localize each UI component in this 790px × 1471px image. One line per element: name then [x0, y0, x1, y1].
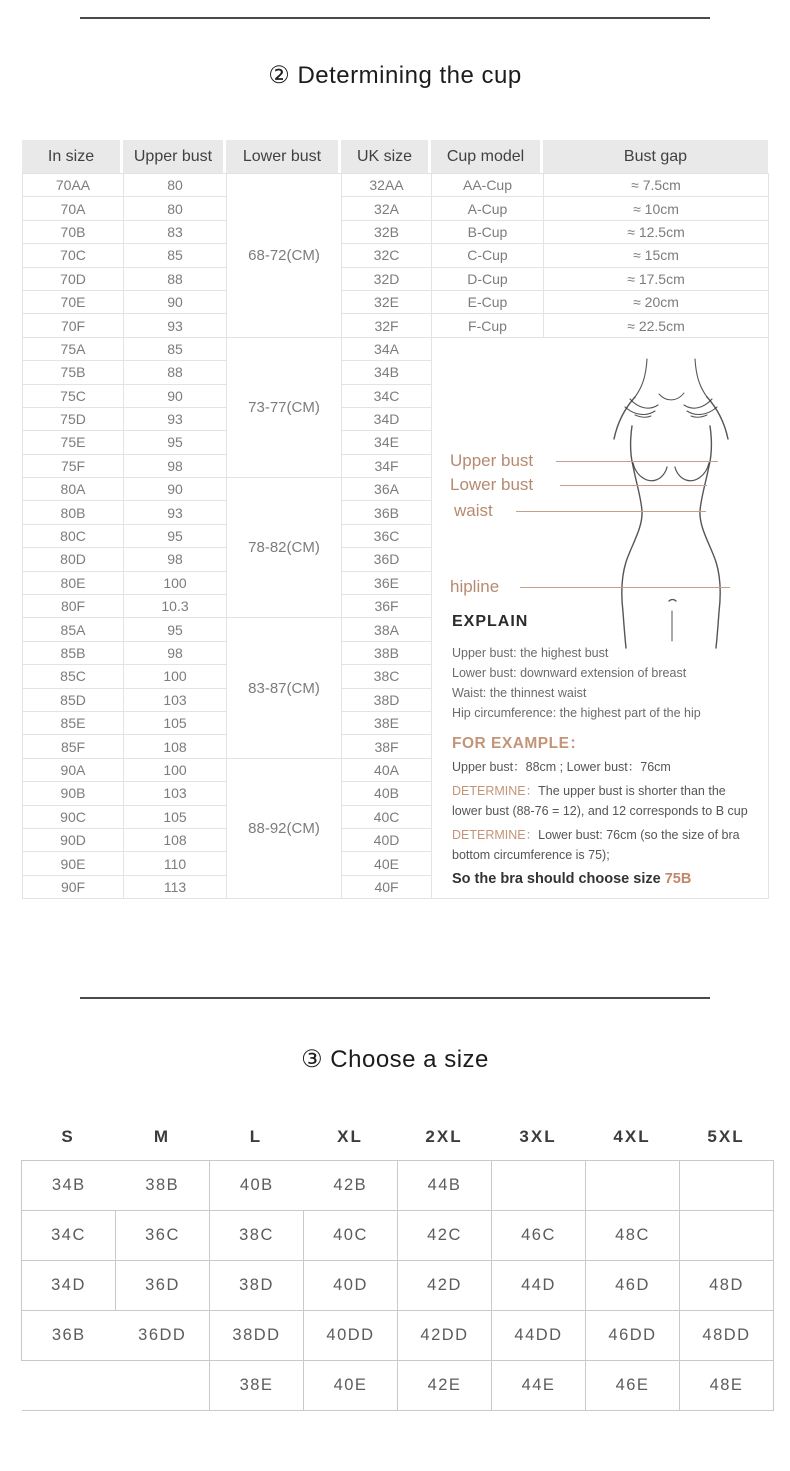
size-cell: 36C [116, 1211, 210, 1261]
uk-size-cell: 34E [342, 431, 432, 454]
uk-size-cell: 32D [342, 267, 432, 290]
size-grid-row [22, 1361, 774, 1411]
uk-size-cell: 36F [342, 595, 432, 618]
upper-bust-cell: 108 [124, 828, 227, 851]
upper-bust-cell: 98 [124, 641, 227, 664]
in-size-cell: 90A [23, 758, 124, 781]
uk-size-cell: 38A [342, 618, 432, 641]
size-cell: 46D [586, 1261, 680, 1311]
uk-size-cell: 32A [342, 197, 432, 220]
upper-bust-cell: 100 [124, 758, 227, 781]
uk-size-cell: 36B [342, 501, 432, 524]
explain-line-hip: Hip circumference: the highest part of the hip [452, 706, 701, 720]
uk-size-cell: 38E [342, 711, 432, 734]
in-size-cell: 85F [23, 735, 124, 758]
explain-line-upper-bust: Upper bust: the highest bust [452, 646, 609, 660]
in-size-cell: 80C [23, 524, 124, 547]
size-cell: 48E [680, 1361, 774, 1411]
size-letter-header-l: L [249, 1127, 263, 1146]
in-size-cell: 70C [23, 244, 124, 267]
size-cell: 36D [116, 1261, 210, 1311]
upper-bust-cell: 85 [124, 337, 227, 360]
size-cell: 36DD [116, 1311, 210, 1361]
conclusion-text: So the bra should choose size [452, 871, 665, 887]
upper-bust-cell: 10.3 [124, 595, 227, 618]
size-grid-row [22, 1311, 774, 1361]
upper-bust-cell: 93 [124, 501, 227, 524]
in-size-cell: 85A [23, 618, 124, 641]
size-cell: 42E [398, 1361, 492, 1411]
bust-gap-cell: ≈ 12.5cm [544, 220, 769, 243]
in-size-cell: 85C [23, 665, 124, 688]
size-letter-header-row [21, 1122, 773, 1152]
lower-bust-cell: 83-87(CM) [227, 618, 342, 758]
in-size-cell: 80E [23, 571, 124, 594]
in-size-cell: 70D [23, 267, 124, 290]
size-cell: 38E [210, 1361, 304, 1411]
uk-size-cell: 40D [342, 828, 432, 851]
in-size-cell: 75F [23, 454, 124, 477]
cup-model-cell: A-Cup [432, 197, 544, 220]
uk-size-cell: 34D [342, 407, 432, 430]
example-conclusion [452, 869, 758, 889]
hipline-label: hipline [450, 577, 500, 596]
size-cell: 34C [22, 1211, 116, 1261]
upper-bust-cell: 100 [124, 665, 227, 688]
determine-2-text: Lower bust: 76cm (so the size of bra bottom circumference is 75); [452, 828, 740, 862]
explain-line-waist: Waist: the thinnest waist [452, 686, 587, 700]
cup-model-cell: E-Cup [432, 290, 544, 313]
size-cell: 42D [398, 1261, 492, 1311]
sizing-table-row [23, 220, 769, 243]
cup-model-cell: AA-Cup [432, 174, 544, 197]
sizing-table-row [23, 197, 769, 220]
sizing-table-row [23, 244, 769, 267]
sizing-table-row [23, 174, 769, 197]
uk-size-cell: 40C [342, 805, 432, 828]
upper-bust-cell: 110 [124, 852, 227, 875]
upper-bust-cell: 90 [124, 290, 227, 313]
cup-model-cell: F-Cup [432, 314, 544, 337]
size-cell: 40D [304, 1261, 398, 1311]
for-example-title: FOR EXAMPLE： [452, 735, 586, 752]
in-size-cell: 90E [23, 852, 124, 875]
bust-gap-cell: ≈ 22.5cm [544, 314, 769, 337]
in-size-cell: 70A [23, 197, 124, 220]
determine-label: DETERMINE： [452, 828, 539, 842]
upper-bust-cell: 98 [124, 548, 227, 571]
size-letter-header-5xl: 5XL [707, 1127, 745, 1146]
size-cell: 38C [210, 1211, 304, 1261]
in-size-cell: 70F [23, 314, 124, 337]
size-cell [492, 1161, 586, 1211]
bust-gap-cell: ≈ 10cm [544, 197, 769, 220]
upper-bust-cell: 113 [124, 875, 227, 898]
example-block [452, 757, 758, 893]
explain-lines [452, 643, 758, 723]
size-cell: 40B [210, 1161, 304, 1211]
lower-bust-cell: 73-77(CM) [227, 337, 342, 477]
uk-size-cell: 36A [342, 478, 432, 501]
size-cell: 44E [492, 1361, 586, 1411]
uk-size-cell: 32E [342, 290, 432, 313]
size-cell: 44DD [492, 1311, 586, 1361]
size-cell: 42DD [398, 1311, 492, 1361]
size-cell: 40C [304, 1211, 398, 1261]
conclusion-size: 75B [664, 871, 692, 887]
upper-bust-label: Upper bust [450, 451, 534, 470]
in-size-cell: 70AA [23, 174, 124, 197]
size-cell: 46DD [586, 1311, 680, 1361]
bust-gap-cell: ≈ 7.5cm [544, 174, 769, 197]
size-cell: 38DD [210, 1311, 304, 1361]
header-bust-gap: Bust gap [543, 140, 768, 173]
uk-size-cell: 40F [342, 875, 432, 898]
cup-model-cell: D-Cup [432, 267, 544, 290]
upper-bust-cell: 93 [124, 407, 227, 430]
uk-size-cell: 32B [342, 220, 432, 243]
uk-size-cell: 36C [342, 524, 432, 547]
size-letter-header-4xl: 4XL [613, 1127, 651, 1146]
upper-bust-pointer-line [556, 461, 718, 462]
middle-divider [80, 997, 710, 999]
size-letter-header-3xl: 3XL [519, 1127, 557, 1146]
uk-size-cell: 34C [342, 384, 432, 407]
size-cell [680, 1161, 774, 1211]
sizing-table-row [23, 290, 769, 313]
size-letter-header-m: M [153, 1127, 171, 1146]
upper-bust-cell: 85 [124, 244, 227, 267]
upper-bust-cell: 80 [124, 197, 227, 220]
explain-line-lower-bust: Lower bust: downward extension of breast [452, 666, 687, 680]
bust-gap-cell: ≈ 17.5cm [544, 267, 769, 290]
size-grid-row [22, 1211, 774, 1261]
size-cell: 48C [586, 1211, 680, 1261]
upper-bust-cell: 108 [124, 735, 227, 758]
in-size-cell: 85D [23, 688, 124, 711]
lower-bust-label: Lower bust [450, 475, 534, 494]
upper-bust-cell: 93 [124, 314, 227, 337]
cup-model-cell: C-Cup [432, 244, 544, 267]
section3-title: ③ Choose a size [301, 1046, 489, 1073]
uk-size-cell: 38B [342, 641, 432, 664]
size-cell: 48DD [680, 1311, 774, 1361]
in-size-cell: 80A [23, 478, 124, 501]
explain-title: EXPLAIN [452, 613, 529, 630]
size-cell [680, 1211, 774, 1261]
in-size-cell: 80D [23, 548, 124, 571]
lower-bust-cell: 78-82(CM) [227, 478, 342, 618]
sizing-table-row [23, 314, 769, 337]
in-size-cell: 75E [23, 431, 124, 454]
uk-size-cell: 38D [342, 688, 432, 711]
in-size-cell: 75D [23, 407, 124, 430]
uk-size-cell: 40E [342, 852, 432, 875]
choose-size-grid [21, 1160, 774, 1411]
top-divider [80, 17, 710, 19]
in-size-cell: 85E [23, 711, 124, 734]
in-size-cell: 90F [23, 875, 124, 898]
in-size-cell: 90D [23, 828, 124, 851]
size-cell [22, 1361, 116, 1411]
in-size-cell: 80B [23, 501, 124, 524]
upper-bust-cell: 100 [124, 571, 227, 594]
cup-model-cell: B-Cup [432, 220, 544, 243]
uk-size-cell: 34F [342, 454, 432, 477]
upper-bust-cell: 95 [124, 524, 227, 547]
body-figure [600, 350, 744, 650]
sizing-table-header [22, 140, 768, 173]
size-cell [116, 1361, 210, 1411]
upper-bust-cell: 88 [124, 361, 227, 384]
upper-bust-cell: 90 [124, 478, 227, 501]
in-size-cell: 70E [23, 290, 124, 313]
in-size-cell: 70B [23, 220, 124, 243]
size-cell: 46C [492, 1211, 586, 1261]
sizing-table-row [23, 267, 769, 290]
upper-bust-cell: 103 [124, 688, 227, 711]
uk-size-cell: 32F [342, 314, 432, 337]
determine-1-text: The upper bust is shorter than the lower bust (88-76 = 12), and 12 corresponds to B cup [452, 784, 748, 818]
upper-bust-cell: 105 [124, 711, 227, 734]
bust-gap-cell: ≈ 15cm [544, 244, 769, 267]
upper-bust-cell: 103 [124, 782, 227, 805]
uk-size-cell: 40A [342, 758, 432, 781]
size-cell: 40DD [304, 1311, 398, 1361]
in-size-cell: 75A [23, 337, 124, 360]
upper-bust-cell: 95 [124, 618, 227, 641]
in-size-cell: 75B [23, 361, 124, 384]
upper-bust-cell: 83 [124, 220, 227, 243]
size-cell: 38B [116, 1161, 210, 1211]
in-size-cell: 85B [23, 641, 124, 664]
size-cell: 42B [304, 1161, 398, 1211]
uk-size-cell: 32C [342, 244, 432, 267]
uk-size-cell: 36D [342, 548, 432, 571]
section2-title: ② Determining the cup [268, 62, 522, 89]
in-size-cell: 75C [23, 384, 124, 407]
upper-bust-cell: 98 [124, 454, 227, 477]
size-grid-row [22, 1161, 774, 1211]
waist-label: waist [454, 501, 493, 520]
example-intro: Upper bust：88cm ; Lower bust：76cm [452, 760, 671, 774]
size-cell: 44D [492, 1261, 586, 1311]
size-cell [586, 1161, 680, 1211]
uk-size-cell: 36E [342, 571, 432, 594]
size-letter-header-xl: XL [337, 1127, 363, 1146]
lower-bust-cell: 68-72(CM) [227, 174, 342, 338]
hipline-pointer-line [520, 587, 730, 588]
determine-label: DETERMINE： [452, 784, 539, 798]
size-cell: 42C [398, 1211, 492, 1261]
in-size-cell: 90B [23, 782, 124, 805]
upper-bust-cell: 105 [124, 805, 227, 828]
in-size-cell: 80F [23, 595, 124, 618]
in-size-cell: 90C [23, 805, 124, 828]
upper-bust-cell: 90 [124, 384, 227, 407]
figure-panel [428, 337, 768, 896]
uk-size-cell: 40B [342, 782, 432, 805]
size-letter-header-2xl: 2XL [425, 1127, 463, 1146]
size-cell: 34B [22, 1161, 116, 1211]
uk-size-cell: 38C [342, 665, 432, 688]
header-in-size: In size [22, 140, 120, 173]
size-cell: 48D [680, 1261, 774, 1311]
size-cell: 46E [586, 1361, 680, 1411]
upper-bust-cell: 80 [124, 174, 227, 197]
size-cell: 36B [22, 1311, 116, 1361]
header-upper-bust: Upper bust [123, 140, 223, 173]
waist-pointer-line [516, 511, 706, 512]
size-grid-row [22, 1261, 774, 1311]
lower-bust-cell: 88-92(CM) [227, 758, 342, 898]
header-uk-size: UK size [341, 140, 428, 173]
size-cell: 40E [304, 1361, 398, 1411]
size-letter-header-s: S [61, 1127, 75, 1146]
size-cell: 34D [22, 1261, 116, 1311]
size-cell: 44B [398, 1161, 492, 1211]
header-cup-model: Cup model [431, 140, 540, 173]
example-determine-1 [452, 781, 758, 821]
bust-gap-cell: ≈ 20cm [544, 290, 769, 313]
header-lower-bust: Lower bust [226, 140, 338, 173]
size-cell: 38D [210, 1261, 304, 1311]
uk-size-cell: 32AA [342, 174, 432, 197]
uk-size-cell: 38F [342, 735, 432, 758]
upper-bust-cell: 95 [124, 431, 227, 454]
uk-size-cell: 34B [342, 361, 432, 384]
example-determine-2 [452, 825, 758, 865]
upper-bust-cell: 88 [124, 267, 227, 290]
uk-size-cell: 34A [342, 337, 432, 360]
lower-bust-pointer-line [560, 485, 707, 486]
